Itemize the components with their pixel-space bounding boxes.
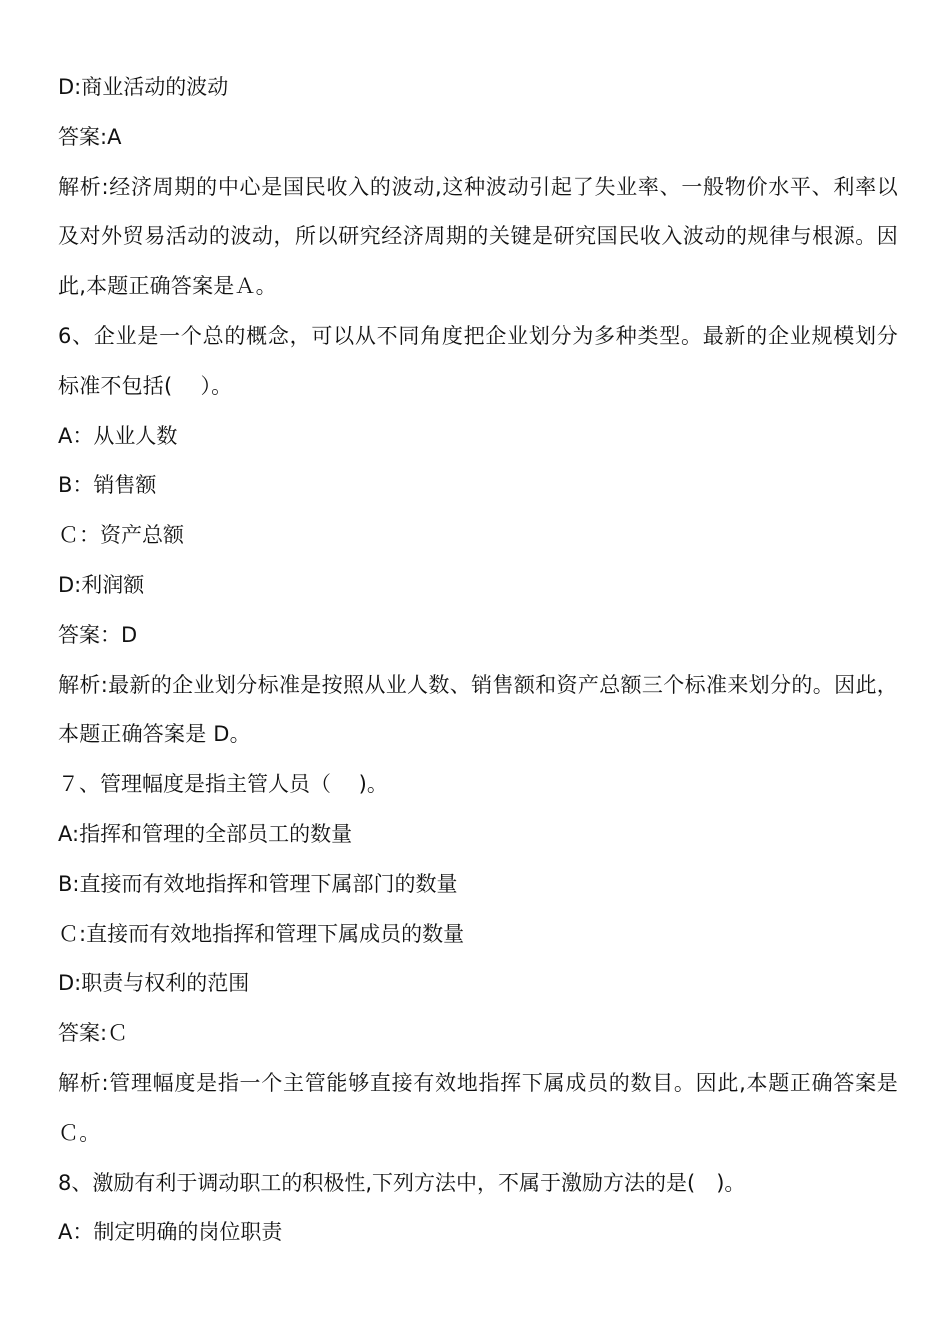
q5-analysis: 解析:经济周期的中心是国民收入的波动,这种波动引起了失业率、一般物价水平、利率以及对外贸易活动的波动，所以研究经济周期的关键是研究国民收入波动的规律与根源。因此,本题正确答案是Ａ。 [58, 174, 898, 299]
document-page [58, 63, 898, 1258]
q5-answer: 答案:A [58, 124, 122, 149]
q7-option-b: B:直接而有效地指挥和管理下属部门的数量 [58, 871, 458, 896]
q7-option-c: Ｃ:直接而有效地指挥和管理下属成员的数量 [58, 921, 465, 946]
q7-option-a: A:指挥和管理的全部员工的数量 [58, 821, 353, 846]
q6-option-a: A：从业人数 [58, 423, 178, 448]
q6-option-b: B：销售额 [58, 473, 157, 498]
q6-answer: 答案：D [58, 622, 138, 647]
q6-question: 6、企业是一个总的概念，可以从不同角度把企业划分为多种类型。最新的企业规模划分标准不包括( ）。 [58, 323, 898, 398]
q8-option-a: A：制定明确的岗位职责 [58, 1220, 283, 1245]
q6-option-d: D:利润额 [58, 572, 145, 597]
q6-option-c: Ｃ：资产总额 [58, 523, 184, 548]
q7-answer: 答案:Ｃ [58, 1021, 129, 1046]
q6-analysis: 解析:最新的企业划分标准是按照从业人数、销售额和资产总额三个标准来划分的。因此，本题正确答案是 D。 [58, 672, 898, 747]
q7-option-d: D:职责与权利的范围 [58, 971, 250, 996]
q8-question: 8、激励有利于调动职工的积极性,下列方法中，不属于激励方法的是( )。 [58, 1170, 746, 1195]
q7-question: ７、管理幅度是指主管人员（ )。 [58, 772, 388, 797]
q7-analysis: 解析:管理幅度是指一个主管能够直接有效地指挥下属成员的数目。因此,本题正确答案是Ｃ。 [58, 1070, 898, 1145]
q5-option-d: D:商业活动的波动 [58, 75, 229, 99]
